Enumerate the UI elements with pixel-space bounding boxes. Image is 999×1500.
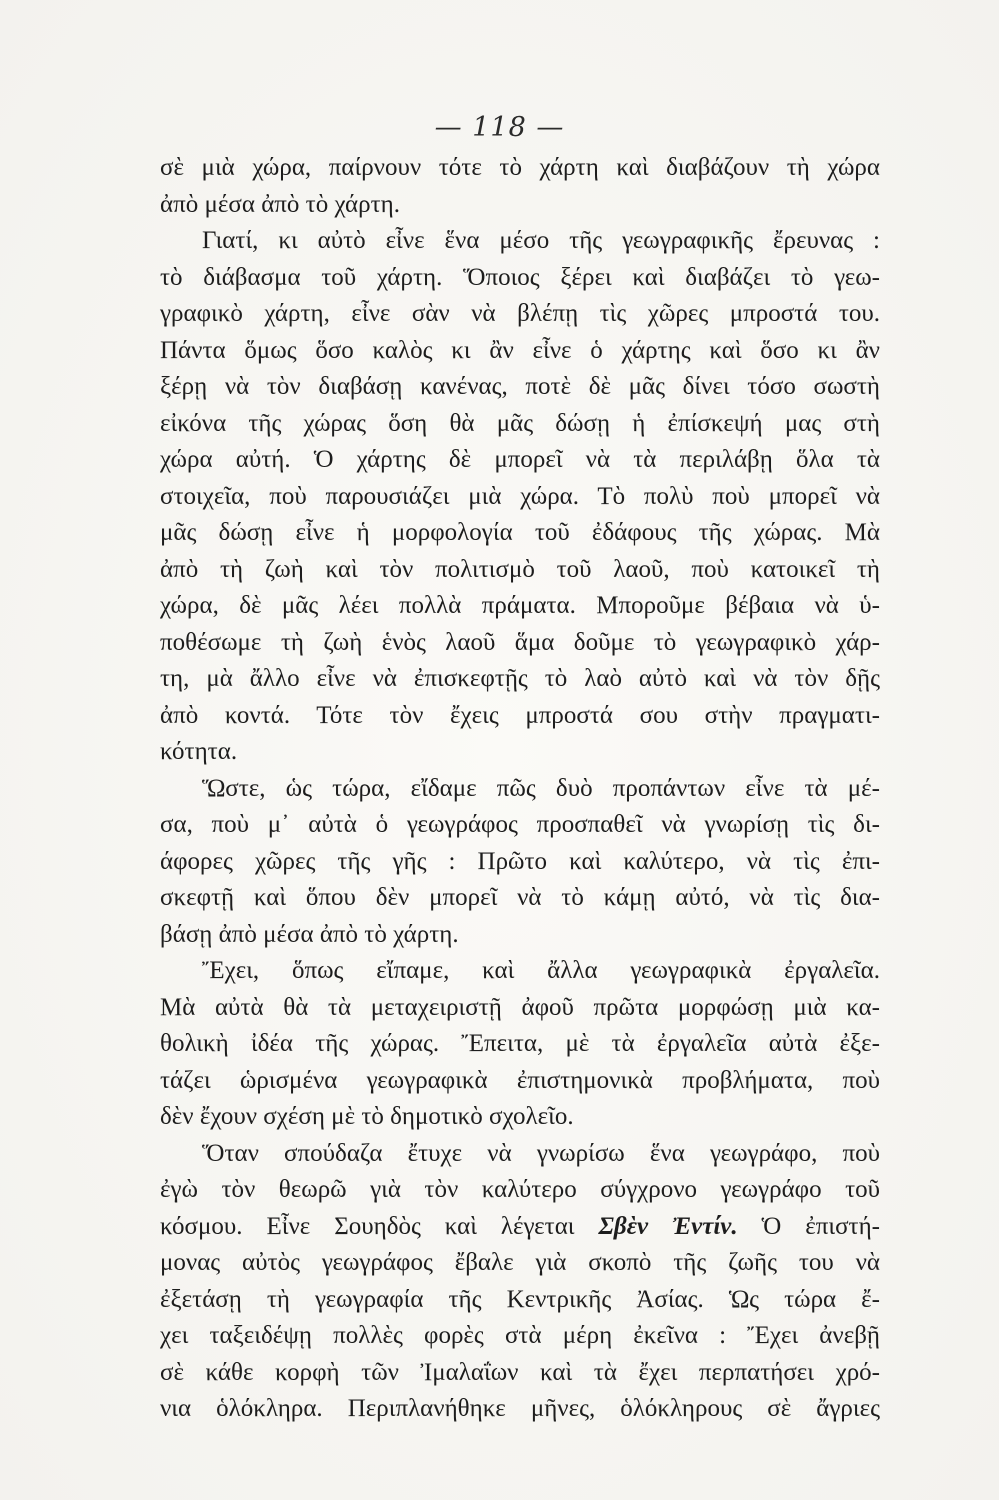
text-line: Ἔχει, ὅπως εἴπαμε, καὶ ἄλλα γεωγραφικὰ ἐργαλεῖα. [202, 957, 880, 984]
text-line: Πάντα ὅμως ὅσο καλὸς κι ἂν εἶνε ὁ χάρτης καὶ ὅσο κι ἂν [160, 336, 880, 364]
text-line: Ὥστε, ὡς τώρα, εἴδαμε πῶς δυὸ προπάντων εἶνε τὰ μέ- [202, 774, 880, 802]
text-line: μᾶς δώσῃ εἶνε ἡ μορφολογία τοῦ ἐδάφους τῆς χώρας. Μὰ [160, 519, 880, 546]
text-line: δὲν ἔχουν σχέση μὲ τὸ δημοτικὸ σχολεῖο. [160, 1103, 574, 1130]
emphasized-name: Σβὲν Ἐντίν. [598, 1212, 738, 1240]
text-line: Μὰ αὐτὰ θὰ τὰ μεταχειριστῇ ἀφοῦ πρῶτα μορφώσῃ μιὰ κα- [160, 993, 880, 1021]
text-line: Ὅταν σπούδαζα ἔτυχε νὰ γνωρίσω ἕνα γεωγράφο, ποὺ [202, 1139, 880, 1167]
text-line: σὲ μιὰ χώρα, παίρνουν τότε τὸ χάρτη καὶ διαβάζουν τὴ χώρα [160, 154, 880, 181]
text-line: σα, ποὺ μ᾽ αὐτὰ ὁ γεωγράφος προσπαθεῖ νὰ γνωρίσῃ τὶς δι- [160, 811, 880, 838]
text-line [160, 1209, 880, 1246]
text-line: ξέρῃ νὰ τὸν διαβάσῃ κανένας, ποτὲ δὲ μᾶς δίνει τόσο σωστὴ [160, 373, 880, 400]
text-line: τὸ διάβασμα τοῦ χάρτη. Ὅποιος ξέρει καὶ διαβάζει τὸ γεω- [160, 263, 880, 291]
text-line: ποθέσωμε τὴ ζωὴ ἑνὸς λαοῦ ἅμα δοῦμε τὸ γεωγραφικὸ χάρ- [160, 628, 880, 656]
body-text [160, 150, 880, 1428]
text-line-part: Ὁ ἐπιστή- [737, 1212, 880, 1240]
text-line: γραφικὸ χάρτη, εἶνε σὰν νὰ βλέπῃ τὶς χῶρες μπροστά του. [160, 300, 880, 327]
text-line: τάζει ὡρισμένα γεωγραφικὰ ἐπιστημονικὰ προβλήματα, ποὺ [160, 1066, 880, 1094]
text-line: ἐγὼ τὸν θεωρῶ γιὰ τὸν καλύτερο σύγχρονο γεωγράφο τοῦ [160, 1176, 880, 1203]
text-line-part: κόσμου. Εἶνε Σουηδὸς καὶ λέγεται [160, 1212, 575, 1240]
text-line: χώρα αὐτή. Ὁ χάρτης δὲ μπορεῖ νὰ τὰ περιλάβῃ ὅλα τὰ [160, 446, 880, 473]
text-line: Γιατί, κι αὐτὸ εἶνε ἕνα μέσο τῆς γεωγραφικῆς ἔρευνας : [202, 227, 880, 254]
text-line: εἰκόνα τῆς χώρας ὅση θὰ μᾶς δώσῃ ἡ ἐπίσκεψή μας στὴ [160, 409, 880, 437]
text-line: νια ὁλόκληρα. Περιπλανήθηκε μῆνες, ὁλόκληρους σὲ ἄγριες [160, 1395, 880, 1422]
text-line: άφορες χῶρες τῆς γῆς : Πρῶτο καὶ καλύτερο, νὰ τὶς ἐπι- [160, 847, 880, 875]
text-line: ἀπὸ τὴ ζωὴ καὶ τὸν πολιτισμὸ τοῦ λαοῦ, ποὺ κατοικεῖ τὴ [160, 555, 880, 583]
text-line: σὲ κάθε κορφὴ τῶν Ἰμαλαΐων καὶ τὰ ἔχει περπατήσει χρό- [160, 1358, 880, 1386]
text-line: μονας αὐτὸς γεωγράφος ἔβαλε γιὰ σκοπὸ τῆς ζωῆς του νὰ [160, 1249, 880, 1276]
text-line: κότητα. [160, 738, 238, 765]
text-line: χει ταξειδέψῃ πολλὲς φορὲς στὰ μέρη ἐκεῖνα : Ἔχει ἀνεβῇ [160, 1322, 880, 1349]
text-line: σκεφτῇ καὶ ὅπου δὲν μπορεῖ νὰ τὸ κάμῃ αὐτό, νὰ τὶς δια- [160, 884, 880, 911]
text-line: στοιχεῖα, ποὺ παρουσιάζει μιὰ χώρα. Τὸ πολὺ ποὺ μπορεῖ νὰ [160, 482, 880, 510]
text-line: θολικὴ ἰδέα τῆς χώρας. Ἔπειτα, μὲ τὰ ἐργαλεῖα αὐτὰ ἐξε- [160, 1030, 880, 1057]
text-line: χώρα, δὲ μᾶς λέει πολλὰ πράματα. Μποροῦμε βέβαια νὰ ὑ- [160, 592, 880, 619]
text-line: βάσῃ ἀπὸ μέσα ἀπὸ τὸ χάρτη. [160, 920, 459, 948]
text-line: ἀπὸ κοντά. Τότε τὸν ἔχεις μπροστά σου στὴν πραγματι- [160, 701, 880, 729]
text-line: ἐξετάσῃ τὴ γεωγραφία τῆς Κεντρικῆς Ἀσίας. Ὡς τώρα ἔ- [160, 1285, 880, 1313]
text-line: τη, μὰ ἄλλο εἶνε νὰ ἐπισκεφτῇς τὸ λαὸ αὐτὸ καὶ νὰ τὸν δῇς [160, 665, 880, 692]
page-number: — 118 — [434, 112, 565, 143]
text-line: ἀπὸ μέσα ἀπὸ τὸ χάρτη. [160, 190, 400, 218]
